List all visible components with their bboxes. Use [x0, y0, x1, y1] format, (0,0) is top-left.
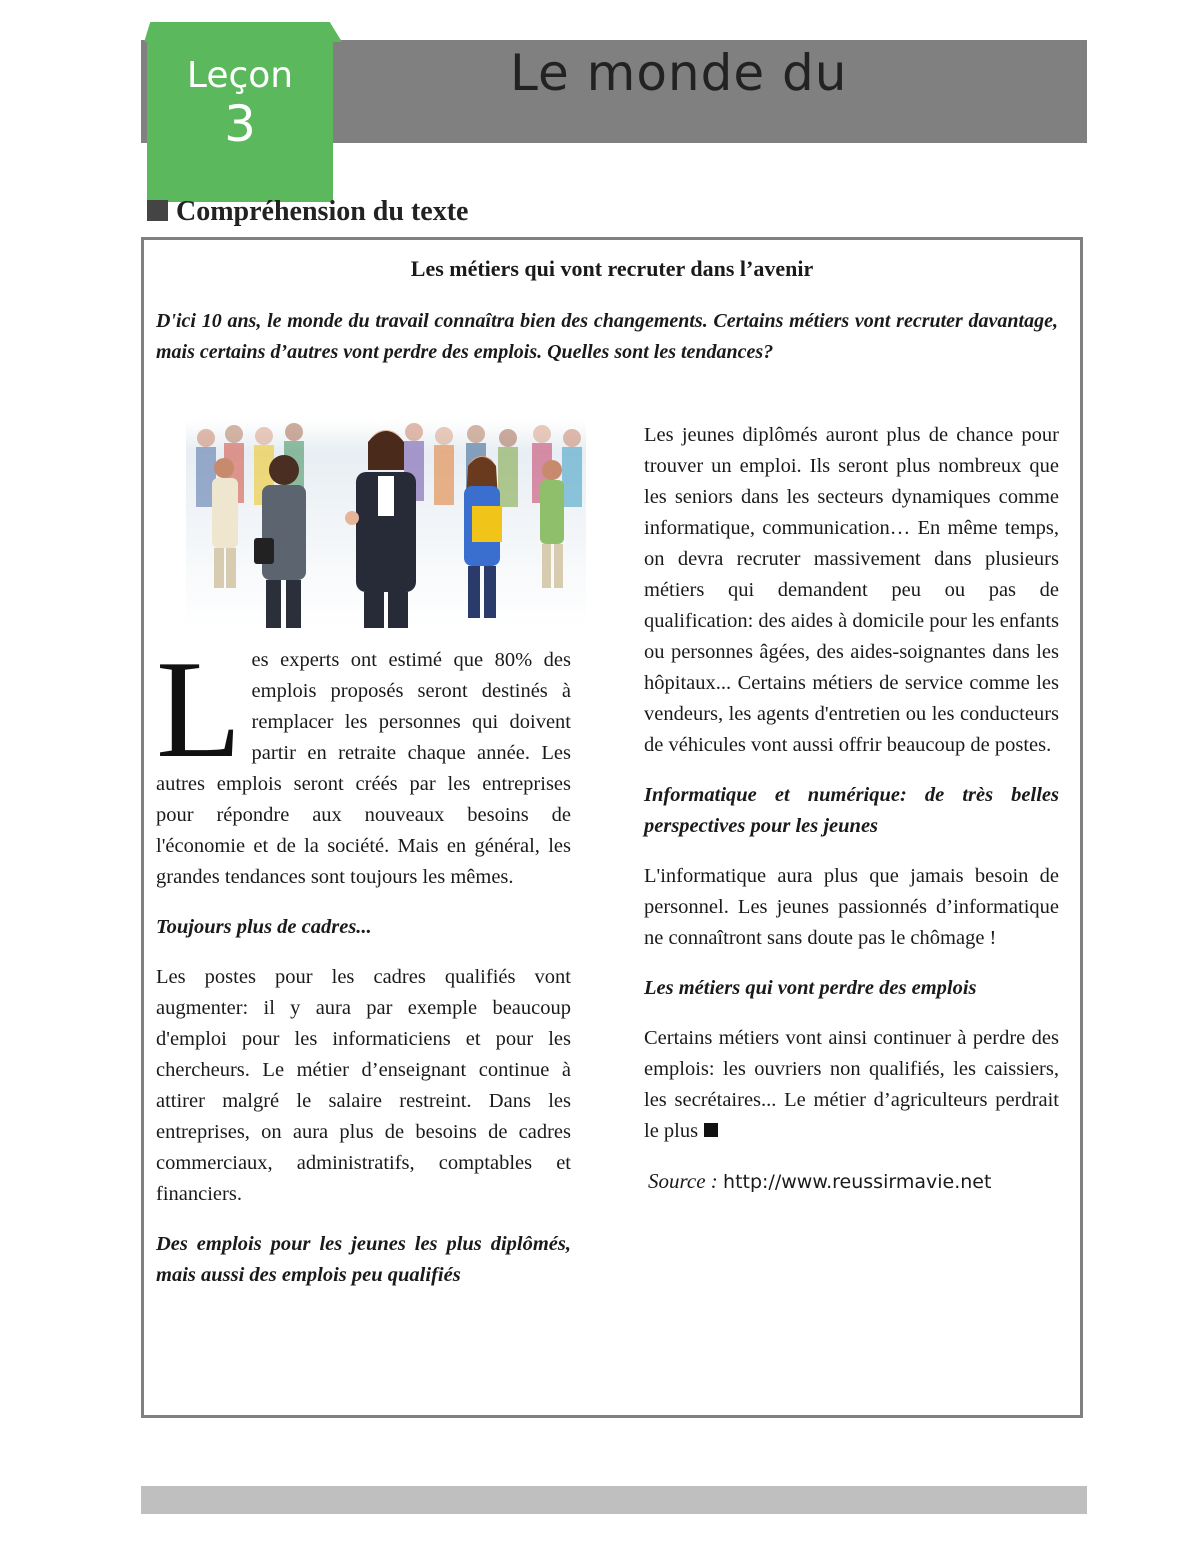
- end-mark-square-icon: [704, 1123, 718, 1137]
- page-title: Le monde du: [510, 44, 848, 102]
- article-title: Les métiers qui vont recruter dans l’avenir: [410, 256, 814, 281]
- article-box: [141, 237, 1083, 1418]
- paragraph-experts-text: es experts ont estimé que 80% des emplois proposés seront destinés à remplacer les personnes qui doivent partir en retraite chaque année. Les autres emplois seront créés par les entreprises pour répondre aux nouveaux besoins de l'économie et de la société. Mais en général, les grandes tendances sont toujours les mêmes.: [156, 649, 571, 888]
- paragraph-jeunes-diplomes: Les jeunes diplômés auront plus de chance pour trouver un emploi. Ils seront plus nombreux que les seniors dans les secteurs dynamiques comme informatique, communication… En même temps, on devra recruter massivement dans plusieurs métiers qui demandent peu ou pas de qualification: des aides à domicile pour les enfants ou personnes âgées, des aides-soignantes dans les hôpitaux... Certains métiers de service comme les vendeurs, les agents d'entretien ou les conducteurs de véhicules vont aussi offrir beaucoup de postes.: [644, 424, 1059, 756]
- paragraph-informatique: L'informatique aura plus que jamais besoin de personnel. Les jeunes passionnés d’informatique ne connaîtront sans doute pas le chômage !: [644, 865, 1059, 949]
- source-line: [644, 1166, 1059, 1198]
- subheading-jeunes-diplomes: Des emplois pour les jeunes les plus diplômés, mais aussi des emplois peu qualifiés: [156, 1233, 571, 1286]
- footer-bar: [141, 1486, 1087, 1514]
- lesson-number: 3: [224, 95, 256, 153]
- lesson-tab-notch: [138, 22, 342, 42]
- paragraph-perdre-emplois-text: Certains métiers vont ainsi continuer à perdre des emplois: les ouvriers non qualifiés, les caissiers, les secrétaires... Le métier d’agriculteurs perdrait le plus: [644, 1027, 1059, 1142]
- source-link[interactable]: http://www.reussirmavie.net: [723, 1171, 992, 1193]
- paragraph-cadres: Les postes pour les cadres qualifiés vont augmenter: il y aura par exemple beaucoup d'emploi pour les informaticiens et pour les chercheurs. Le métier d’enseignant continue à attirer malgré le salaire restreint. Dans les entreprises, on aura plus de besoins de cadres commerciaux, administratifs, comptables et financiers.: [156, 966, 571, 1205]
- paragraph-experts: [156, 632, 571, 893]
- left-column: [156, 632, 571, 1310]
- article-intro: D'ici 10 ans, le monde du travail connaîtra bien des changements. Certains métiers vont recruter davantage, mais certains d’autres vont perdre des emplois. Quelles sont les tendances?: [156, 310, 1058, 363]
- subheading-informatique: Informatique et numérique: de très belles perspectives pour les jeunes: [644, 784, 1059, 837]
- square-bullet-icon: [147, 200, 168, 221]
- lesson-badge: [147, 40, 333, 202]
- drop-cap-letter: L: [156, 632, 242, 787]
- source-label: Source :: [648, 1169, 718, 1193]
- lesson-label: Leçon: [186, 55, 294, 96]
- paragraph-perdre-emplois: [644, 1023, 1059, 1147]
- subheading-perdre-emplois: Les métiers qui vont perdre des emplois: [644, 977, 977, 999]
- section-heading-text: Compréhension du texte: [176, 196, 469, 227]
- crowd-of-workers-photo: [186, 420, 586, 628]
- subheading-cadres: Toujours plus de cadres...: [156, 916, 372, 938]
- right-column: [644, 420, 1059, 1198]
- section-heading: [147, 196, 468, 228]
